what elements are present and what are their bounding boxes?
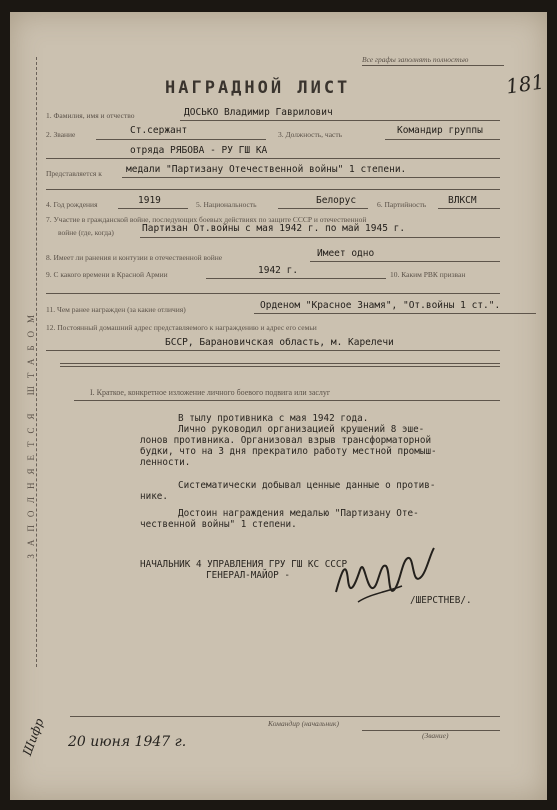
narrative-line-4: будки, что на 3 дня прекратило работу местной промыш-: [140, 446, 437, 457]
field-2-label: 2. Звание: [46, 130, 76, 139]
field-1-label: 1. Фамилия, имя и отчество: [46, 111, 135, 120]
field-11-value: Орденом "Красное Знамя", "От.войны 1 ст.".: [260, 300, 501, 311]
field-9-value: 1942 г.: [258, 265, 299, 276]
field-3-value-2: отряда РЯБОВА - РУ ГШ КА: [130, 145, 268, 156]
field-1-value: ДОСЬКО Владимир Гаврилович: [184, 107, 333, 118]
field-5-value: Белорус: [316, 195, 357, 206]
section-title: I. Краткое, конкретное изложение личного боевого подвига или заслуг: [90, 388, 331, 397]
field-6-label: 6. Партийность: [377, 200, 427, 209]
field-7-label-2: войне (где, когда): [58, 228, 114, 237]
narrative-line-10: чественной войны" 1 степени.: [140, 519, 297, 530]
rank-label: (Звание): [422, 731, 449, 740]
present-label: Представляется к: [46, 169, 102, 178]
present-value: медали "Партизану Отечественной войны" 1 степени.: [126, 164, 407, 175]
vertical-margin-text: ЗАПОЛНЯЕТСЯ ШТАБОМ: [26, 307, 36, 559]
narrative-line-2: Лично руководил организацией крушений 8 эше-: [178, 424, 425, 435]
narrative-line-3: лонов противника. Организовал взрыв трансформаторной: [140, 435, 432, 446]
signatory-line-1: НАЧАЛЬНИК 4 УПРАВЛЕНИЯ ГРУ ГШ КС СССР: [140, 559, 348, 570]
field-10-label: 10. Каким РВК призван: [390, 270, 466, 279]
margin-handwritten-note: Шифр: [20, 716, 47, 758]
field-3-value: Командир группы: [397, 125, 483, 136]
field-12-value: БССР, Барановичская область, м. Карелечи: [165, 337, 394, 348]
narrative-line-7: Систематически добывал ценные данные о против-: [178, 480, 436, 491]
award-sheet: [10, 12, 547, 800]
commander-label: Командир (начальник): [268, 719, 339, 728]
field-6-value: ВЛКСМ: [448, 195, 477, 206]
signatory-line-2: ГЕНЕРАЛ-МАЙОР -: [206, 570, 290, 581]
field-11-label: 11. Чем ранее награжден (за какие отличия): [46, 305, 186, 314]
handwritten-date: 20 июня 1947 г.: [68, 734, 187, 750]
header-note: Все графы заполнять полностью: [362, 55, 469, 64]
narrative-line-5: ленности.: [140, 457, 191, 468]
field-12-label: 12. Постоянный домашний адрес представляемого к награждению и адрес его семьи: [46, 323, 317, 332]
field-3-label: 3. Должность, часть: [278, 130, 343, 139]
signatory-name: /ШЕРСТНЕВ/.: [410, 595, 472, 606]
field-9-label: 9. С какого времени в Красной Армии: [46, 270, 168, 279]
field-4-value: 1919: [138, 195, 161, 206]
narrative-line-9: Достоин награждения медалью "Партизану Оте-: [178, 508, 419, 519]
field-4-label: 4. Год рождения: [46, 200, 98, 209]
field-5-label: 5. Национальность: [196, 200, 257, 209]
field-8-value: Имеет одно: [317, 248, 375, 259]
field-7-value: Партизан От.войны с мая 1942 г. по май 1945 г.: [142, 223, 406, 234]
field-2-value: Ст.сержант: [130, 125, 188, 136]
narrative-line-1: В тылу противника с мая 1942 года.: [178, 413, 369, 424]
narrative-line-8: нике.: [140, 491, 168, 502]
field-7-label: 7. Участие в гражданской войне, последующих боевых действиях по защите СССР и отечественной: [46, 215, 367, 224]
corner-number: 181: [504, 69, 546, 99]
field-8-label: 8. Имеет ли ранения и контузии в отечественной войне: [46, 253, 223, 262]
document-title: НАГРАДНОЙ ЛИСТ: [165, 78, 351, 98]
